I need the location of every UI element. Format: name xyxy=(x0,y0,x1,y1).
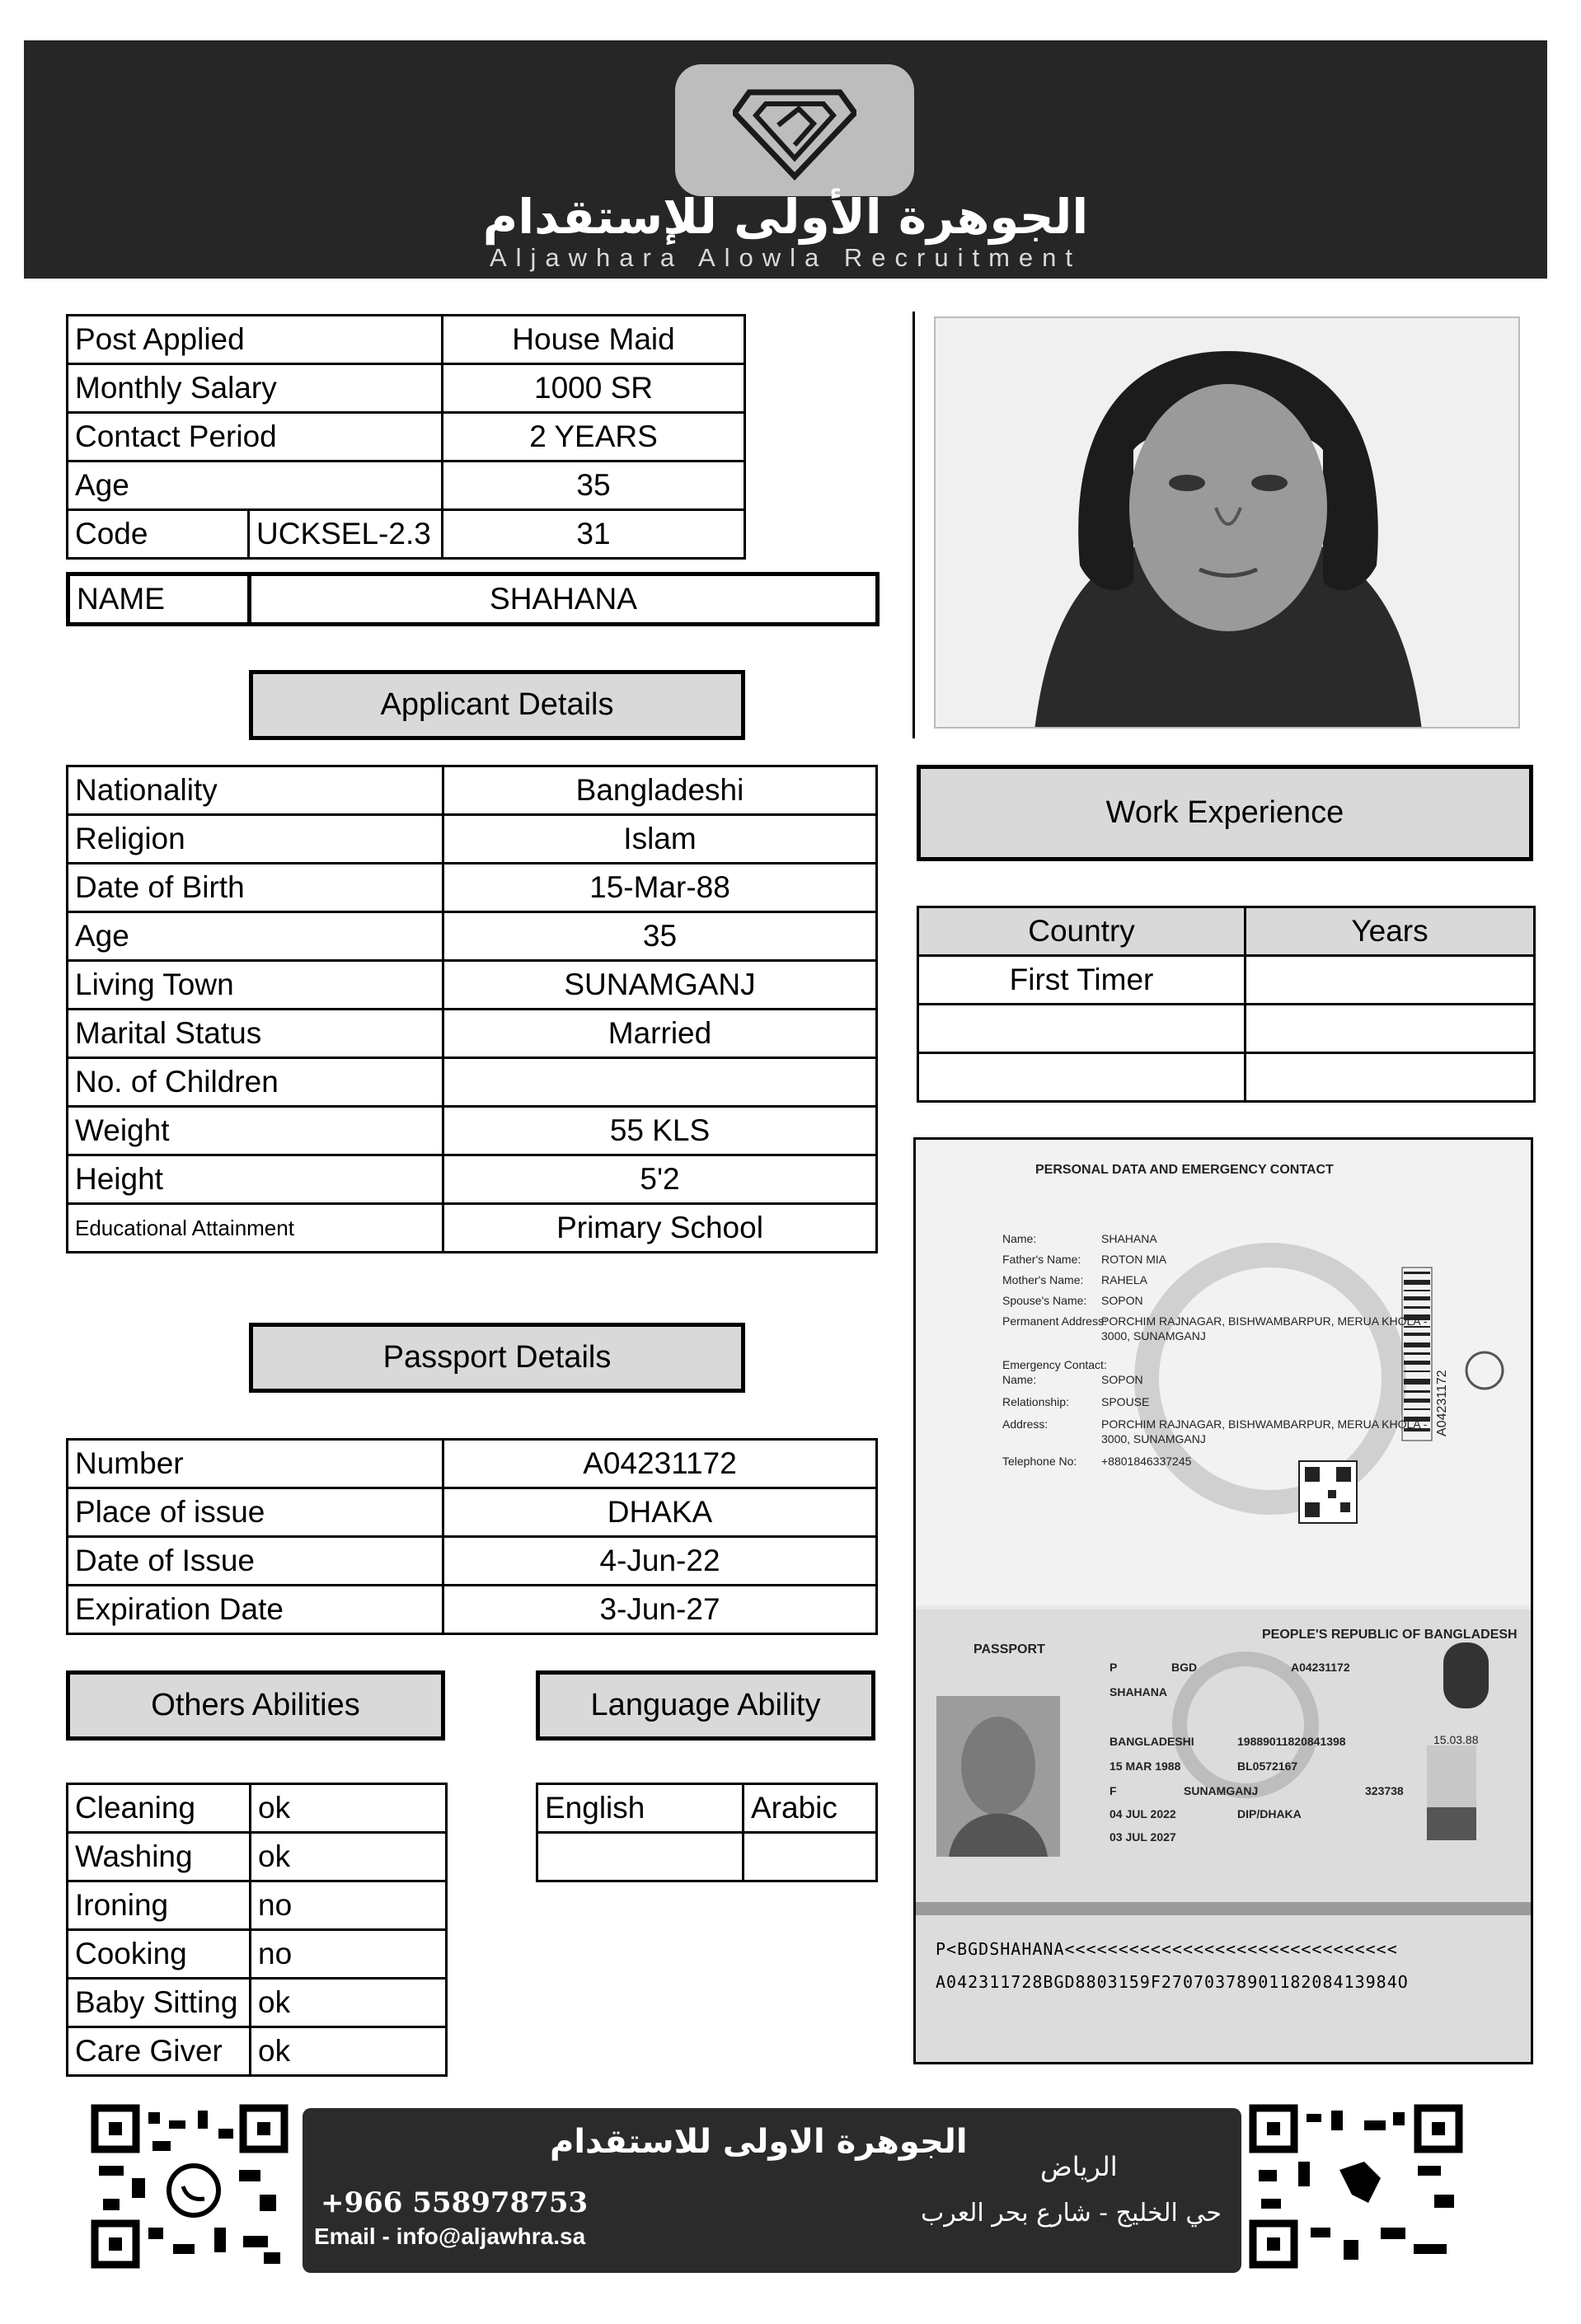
scan-address-line1: PORCHIM RAJNAGAR, BISHWAMBARPUR, MERUA KHOLA - xyxy=(1101,1314,1428,1328)
language-arabic-value xyxy=(744,1833,877,1881)
footer-email[interactable]: Email - info@aljawhra.sa xyxy=(314,2223,586,2249)
col-header-years: Years xyxy=(1246,907,1535,956)
col-header-country: Country xyxy=(918,907,1246,956)
vertical-divider xyxy=(912,312,915,738)
table-row xyxy=(68,1881,447,1930)
footer-address: حي الخليج - شارع بحر العرب xyxy=(921,2199,1222,2228)
ability-skill: Washing xyxy=(68,1833,251,1881)
passport-value: 4-Jun-22 xyxy=(443,1537,877,1586)
ability-skill: Cleaning xyxy=(68,1784,251,1833)
applicant-value: Islam xyxy=(443,815,877,864)
footer-arabic-name: الجوهرة الاولى للاستقدام xyxy=(550,2123,968,2161)
applicant-value: 15-Mar-88 xyxy=(443,864,877,912)
applicant-label: Religion xyxy=(68,815,443,864)
scan-expiry-date: 03 JUL 2027 xyxy=(1110,1830,1176,1844)
work-years xyxy=(1246,1005,1535,1053)
table-row xyxy=(918,956,1535,1005)
language-english-value xyxy=(537,1833,744,1881)
scan-personal-data-page xyxy=(916,1140,1531,1605)
ability-value: ok xyxy=(251,1833,447,1881)
applicant-label: Nationality xyxy=(68,766,443,815)
footer-phone[interactable]: +966 558978753 xyxy=(321,2186,589,2219)
table-row xyxy=(68,462,745,510)
scan-passport-word: PASSPORT xyxy=(973,1642,1045,1656)
table-row xyxy=(68,574,878,625)
job-value: 35 xyxy=(443,462,745,510)
applicant-label: Weight xyxy=(68,1107,443,1155)
passport-label: Expiration Date xyxy=(68,1586,443,1634)
passport-details-heading: Passport Details xyxy=(249,1323,745,1393)
work-country xyxy=(918,1053,1246,1102)
others-abilities-heading: Others Abilities xyxy=(66,1670,445,1741)
name-table xyxy=(66,572,880,626)
scan-father: ROTON MIA xyxy=(1101,1253,1167,1266)
ability-value: ok xyxy=(251,1979,447,2027)
scan-type: P xyxy=(1110,1661,1118,1674)
applicant-value: 5'2 xyxy=(443,1155,877,1204)
table-row xyxy=(68,2027,447,2076)
scan-dob: 15 MAR 1988 xyxy=(1110,1759,1181,1773)
applicant-value: Married xyxy=(443,1010,877,1058)
table-row xyxy=(68,1586,877,1634)
job-label: Monthly Salary xyxy=(68,364,443,413)
scan-personal-no: 19889011820841398 xyxy=(1237,1735,1346,1748)
table-row xyxy=(68,1537,877,1586)
language-ability-heading: Language Ability xyxy=(536,1670,875,1741)
applicant-value: SUNAMGANJ xyxy=(443,961,877,1010)
language-table xyxy=(536,1783,878,1882)
job-value: House Maid xyxy=(443,316,745,364)
code-label: Code xyxy=(68,510,249,559)
scan-barcode-number: A04231172 xyxy=(1435,1370,1449,1436)
passport-table xyxy=(66,1438,878,1635)
ability-value: no xyxy=(251,1930,447,1979)
table-row xyxy=(68,316,745,364)
applicant-label: Living Town xyxy=(68,961,443,1010)
table-row xyxy=(68,1155,877,1204)
table-row xyxy=(537,1833,877,1881)
table-row xyxy=(68,1440,877,1488)
table-row xyxy=(68,1979,447,2027)
scan-surname: SHAHANA xyxy=(1110,1685,1167,1698)
scan-bio-page xyxy=(916,1609,1531,2064)
table-row xyxy=(68,1833,447,1881)
ability-skill: Care Giver xyxy=(68,2027,251,2076)
passport-label: Place of issue xyxy=(68,1488,443,1537)
ability-value: no xyxy=(251,1881,447,1930)
work-years xyxy=(1246,956,1535,1005)
table-row xyxy=(68,1010,877,1058)
ability-skill: Ironing xyxy=(68,1881,251,1930)
applicant-table xyxy=(66,765,878,1253)
qr-code-location-icon[interactable] xyxy=(1249,2104,1465,2269)
ability-value: ok xyxy=(251,1784,447,1833)
ability-skill: Baby Sitting xyxy=(68,1979,251,2027)
passport-value: DHAKA xyxy=(443,1488,877,1537)
ability-skill: Cooking xyxy=(68,1930,251,1979)
table-row xyxy=(68,961,877,1010)
applicant-value: Bangladeshi xyxy=(443,766,877,815)
job-label: Age xyxy=(68,462,443,510)
applicant-value: 35 xyxy=(443,912,877,961)
scan-number: A04231172 xyxy=(1291,1661,1350,1674)
scan-name: SHAHANA xyxy=(1101,1232,1157,1245)
col-header-english: English xyxy=(537,1784,744,1833)
name-label: NAME xyxy=(68,574,250,625)
table-row xyxy=(68,1784,447,1833)
scan-e-address-label: Address: xyxy=(1002,1417,1049,1431)
brand-name-arabic: الجوهرة الأولى للإستقدام xyxy=(482,189,1089,245)
code-ref: UCKSEL-2.3 xyxy=(249,510,443,559)
scan-heading: PERSONAL DATA AND EMERGENCY CONTACT xyxy=(1035,1163,1334,1177)
table-row xyxy=(68,510,745,559)
job-value: 1000 SR xyxy=(443,364,745,413)
scan-mother-label: Mother's Name: xyxy=(1002,1273,1084,1286)
scan-emergency-label: Emergency Contact: xyxy=(1002,1358,1107,1371)
scan-name-label: Name: xyxy=(1002,1232,1037,1245)
applicant-label: No. of Children xyxy=(68,1058,443,1107)
work-experience-heading: Work Experience xyxy=(917,765,1533,861)
ability-value: ok xyxy=(251,2027,447,2076)
footer-contact-bar xyxy=(303,2108,1241,2273)
scan-issue-date: 04 JUL 2022 xyxy=(1110,1807,1176,1820)
job-label: Post Applied xyxy=(68,316,443,364)
work-country xyxy=(918,1005,1246,1053)
applicant-label: Date of Birth xyxy=(68,864,443,912)
scan-address-line2: 3000, SUNAMGANJ xyxy=(1101,1329,1206,1342)
work-country: First Timer xyxy=(918,956,1246,1005)
scan-prev-passport: BL0572167 xyxy=(1237,1759,1298,1773)
table-row xyxy=(68,1204,877,1253)
table-row xyxy=(537,1784,877,1833)
scan-authority: DIP/DHAKA xyxy=(1237,1807,1302,1820)
code-value: 31 xyxy=(443,510,745,559)
work-experience-table xyxy=(917,906,1536,1103)
scan-mrz-line2: A042311728BGD8803159F2707037890118208413984O xyxy=(936,1972,1409,1992)
table-row xyxy=(68,912,877,961)
passport-label: Date of Issue xyxy=(68,1537,443,1586)
work-years xyxy=(1246,1053,1535,1102)
abilities-table xyxy=(66,1783,448,2077)
scan-relation-label: Relationship: xyxy=(1002,1395,1069,1408)
passport-scan xyxy=(913,1137,1533,2064)
scan-e-address-line2: 3000, SUNAMGANJ xyxy=(1101,1432,1206,1445)
applicant-label: Age xyxy=(68,912,443,961)
table-row xyxy=(68,364,745,413)
scan-code: BGD xyxy=(1171,1661,1198,1674)
scan-spouse: SOPON xyxy=(1101,1294,1143,1307)
scan-bio-graphics xyxy=(916,1609,1533,2064)
scan-small-dob: 15.03.88 xyxy=(1433,1733,1479,1746)
applicant-label: Educational Attainment xyxy=(68,1204,443,1253)
scan-address-label: Permanent Address: xyxy=(1002,1314,1107,1328)
company-logo xyxy=(675,64,914,196)
passport-value: A04231172 xyxy=(443,1440,877,1488)
table-row xyxy=(68,1930,447,1979)
qr-code-whatsapp-icon[interactable] xyxy=(91,2104,289,2269)
applicant-value: Primary School xyxy=(443,1204,877,1253)
footer-city: الرياض xyxy=(1040,2151,1118,2182)
col-header-arabic: Arabic xyxy=(744,1784,877,1833)
table-row xyxy=(918,907,1535,956)
scan-mother: RAHELA xyxy=(1101,1273,1148,1286)
header-banner xyxy=(24,40,1547,279)
job-label: Contact Period xyxy=(68,413,443,462)
scan-spouse-label: Spouse's Name: xyxy=(1002,1294,1087,1307)
applicant-details-heading: Applicant Details xyxy=(249,670,745,740)
applicant-value xyxy=(443,1058,877,1107)
table-row xyxy=(68,1107,877,1155)
job-table xyxy=(66,314,746,560)
table-row xyxy=(68,766,877,815)
brand-name-english: Aljawhara Alowla Recruitment xyxy=(489,243,1082,272)
table-row xyxy=(918,1053,1535,1102)
scan-mrz-line1: P<BGDSHAHANA<<<<<<<<<<<<<<<<<<<<<<<<<<<<<<< xyxy=(936,1939,1398,1959)
table-row xyxy=(68,413,745,462)
scan-sex: F xyxy=(1110,1784,1117,1797)
scan-phone: +8801846337245 xyxy=(1101,1455,1192,1468)
scan-e-address-line1: PORCHIM RAJNAGAR, BISHWAMBARPUR, MERUA KHOLA - xyxy=(1101,1417,1428,1431)
applicant-label: Height xyxy=(68,1155,443,1204)
scan-country-title: PEOPLE'S REPUBLIC OF BANGLADESH xyxy=(1262,1628,1518,1642)
scan-father-label: Father's Name: xyxy=(1002,1253,1081,1266)
applicant-value: 55 KLS xyxy=(443,1107,877,1155)
scan-relation: SPOUSE xyxy=(1101,1395,1150,1408)
table-row xyxy=(68,1058,877,1107)
diamond-logo-icon xyxy=(733,76,856,183)
scan-phone-label: Telephone No: xyxy=(1002,1455,1077,1468)
scan-nationality: BANGLADESHI xyxy=(1110,1735,1194,1748)
job-value: 2 YEARS xyxy=(443,413,745,462)
table-row xyxy=(68,864,877,912)
applicant-photo xyxy=(934,316,1520,729)
table-row xyxy=(918,1005,1535,1053)
scan-e-name: SOPON xyxy=(1101,1373,1143,1386)
passport-value: 3-Jun-27 xyxy=(443,1586,877,1634)
portrait-image xyxy=(936,318,1520,729)
table-row xyxy=(68,1488,877,1537)
scan-e-name-label: Name: xyxy=(1002,1373,1037,1386)
applicant-label: Marital Status xyxy=(68,1010,443,1058)
scan-code2: 323738 xyxy=(1365,1784,1404,1797)
table-row xyxy=(68,815,877,864)
scan-birth-place: SUNAMGANJ xyxy=(1184,1784,1259,1797)
name-value: SHAHANA xyxy=(250,574,878,625)
passport-label: Number xyxy=(68,1440,443,1488)
